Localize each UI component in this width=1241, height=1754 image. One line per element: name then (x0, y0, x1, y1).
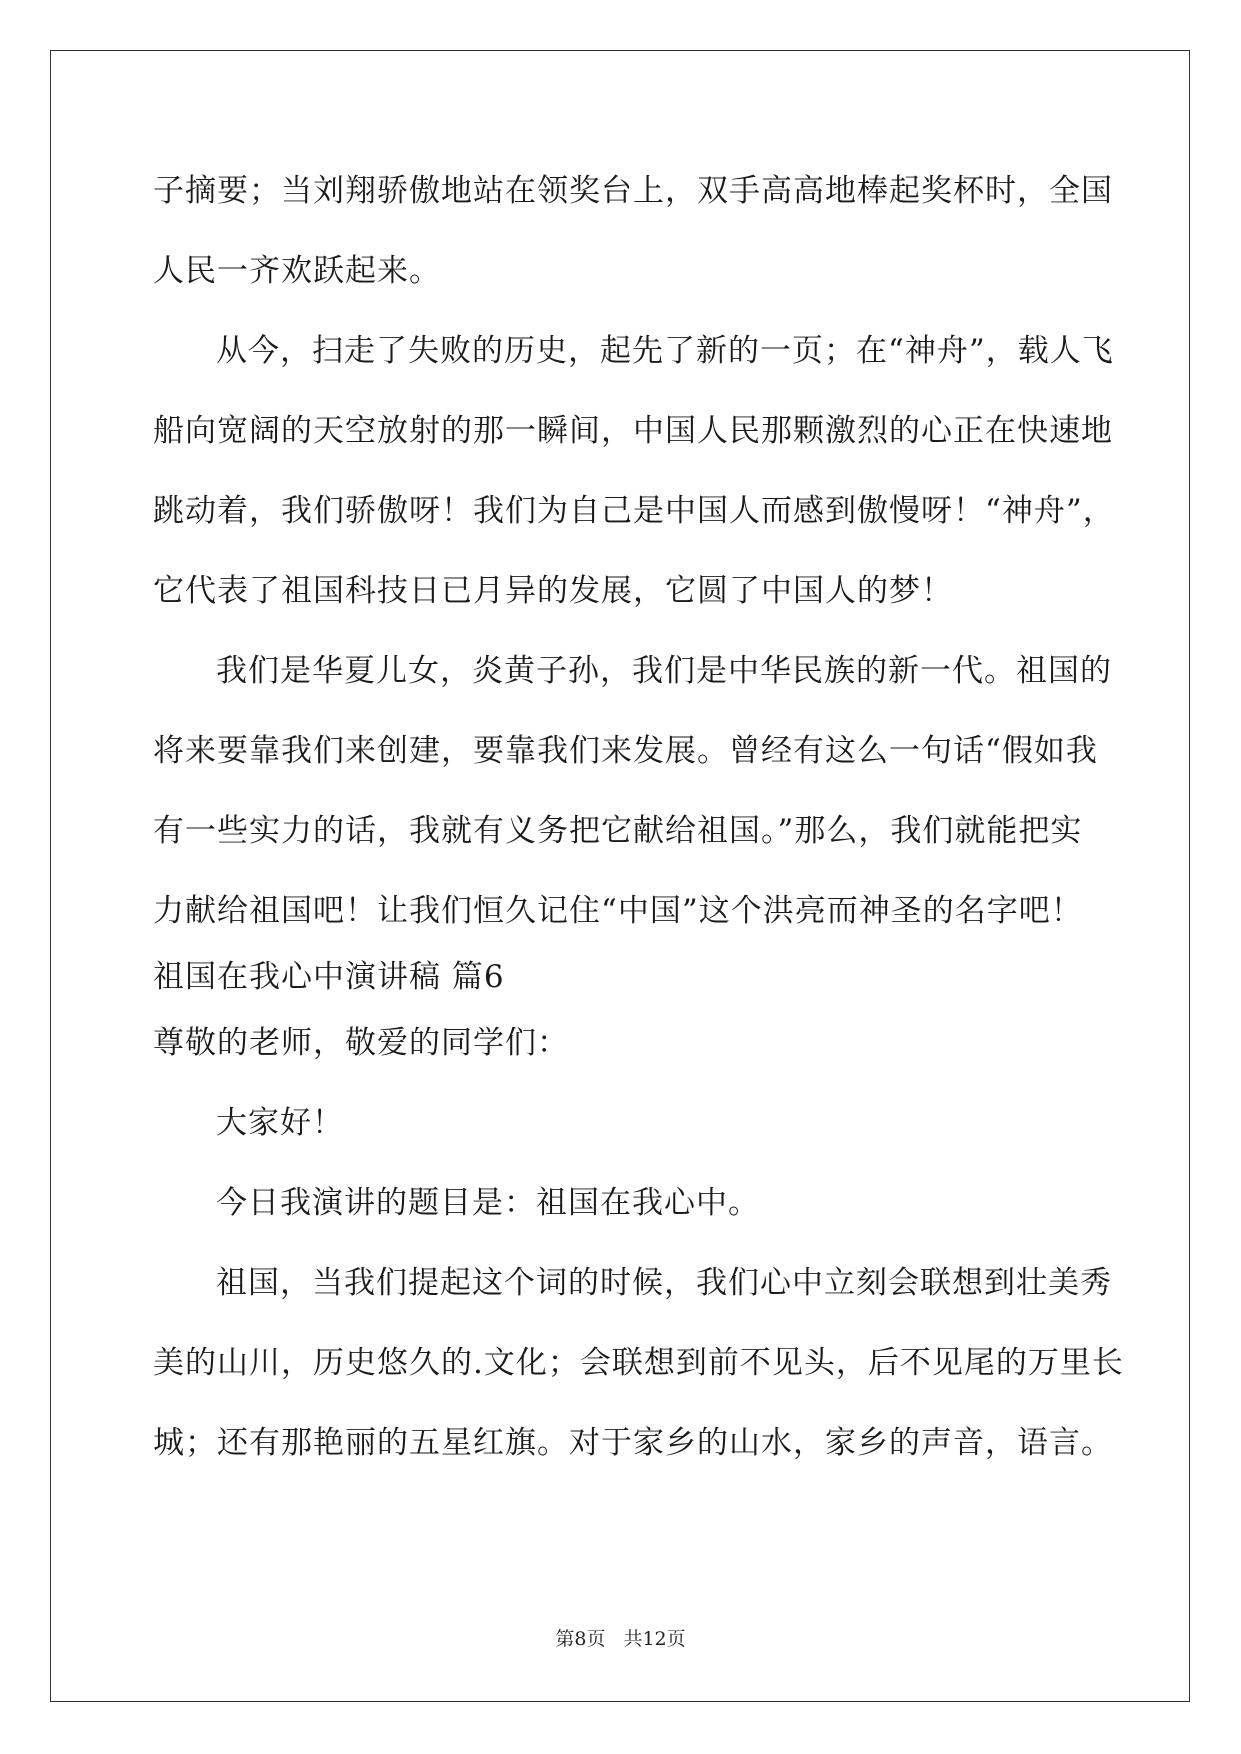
body-line: 力献给祖国吧！让我们恒久记住“中国”这个洪亮而神圣的名字吧！ (153, 893, 1083, 929)
paragraph-line: 祖国，当我们提起这个词的时候，我们心中立刻会联想到壮美秀 (216, 1265, 1112, 1301)
body-line: 美的山川，历史悠久的.文化；会联想到前不见头，后不见尾的万里长 (153, 1345, 1124, 1381)
body-line: 船向宽阔的天空放射的那一瞬间，中国人民那颗激烈的心正在快速地 (153, 413, 1113, 449)
page-footer (0, 1624, 1241, 1651)
document-body (153, 163, 1124, 1495)
body-line: 城；还有那艳丽的五星红旗。对于家乡的山水，家乡的声音，语言。 (153, 1425, 1113, 1461)
page-number: 第8页 (555, 1628, 606, 1650)
body-line: 跳动着，我们骄傲呀！我们为自己是中国人而感到傲慢呀！“神舟”， (153, 493, 1115, 529)
body-line: 子摘要；当刘翔骄傲地站在领奖台上，双手高高地棒起奖杯时，全国 (153, 173, 1113, 209)
salutation: 尊敬的老师，敬爱的同学们： (153, 1025, 569, 1061)
section-heading: 祖国在我心中演讲稿 篇6 (153, 959, 505, 995)
paragraph-line: 从今，扫走了失败的历史，起先了新的一页；在“神舟”，载人飞 (216, 333, 1114, 369)
paragraph-line: 我们是华夏儿女，炎黄子孙，我们是中华民族的新一代。祖国的 (216, 653, 1112, 689)
body-line: 将来要靠我们来创建，要靠我们来发展。曾经有这么一句话“假如我 (153, 733, 1098, 769)
greeting: 大家好！ (216, 1105, 344, 1141)
body-line: 人民一齐欢跃起来。 (153, 253, 441, 289)
body-line: 它代表了祖国科技日已月异的发展，它圆了中国人的梦！ (153, 573, 953, 609)
paragraph-line: 今日我演讲的题目是：祖国在我心中。 (216, 1185, 760, 1221)
page-total: 共12页 (623, 1628, 686, 1650)
body-line: 有一些实力的话，我就有义务把它献给祖国。”那么，我们就能把实 (153, 813, 1083, 849)
